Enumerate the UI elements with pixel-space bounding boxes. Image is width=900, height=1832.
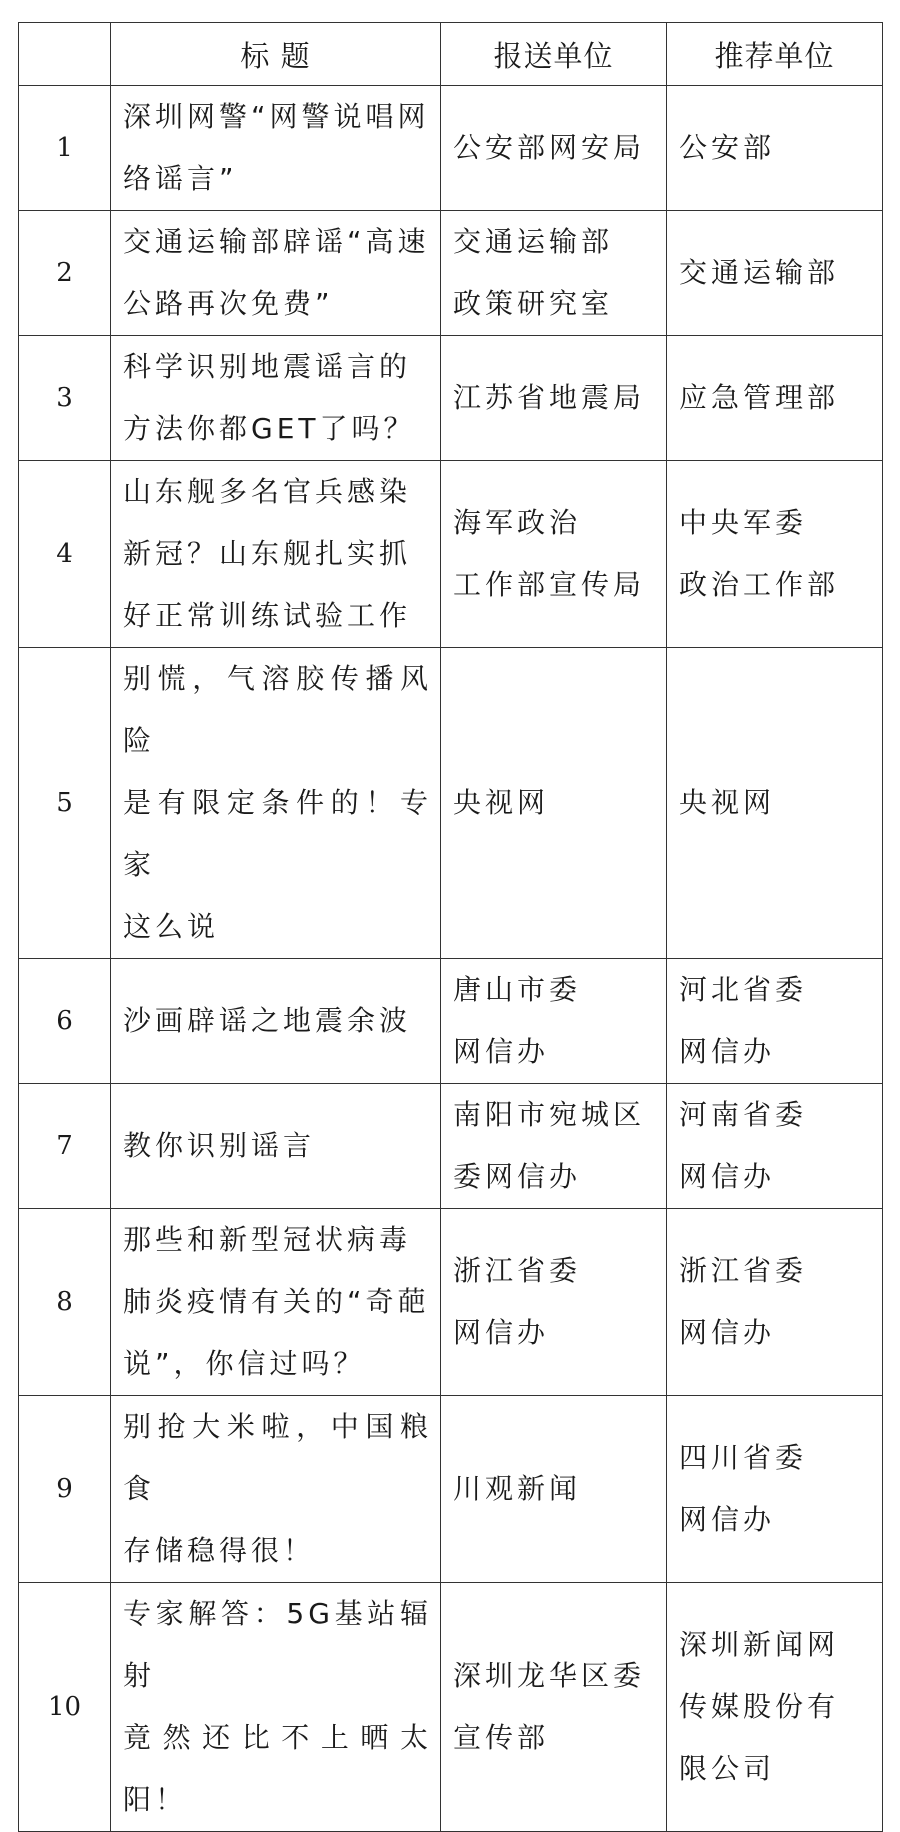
row-title-text: 山东舰多名官兵感染 新冠？山东舰扎实抓 好正常训练试验工作 [123, 475, 412, 632]
row-recommender [667, 336, 883, 461]
row-number: 9 [19, 1396, 111, 1583]
row-submitter-text: 川观新闻 [453, 1472, 582, 1505]
row-recommender [667, 461, 883, 648]
table-row [19, 1396, 883, 1583]
row-recommender-text: 深圳新闻网 传媒股份有 限公司 [679, 1628, 840, 1785]
header-number [19, 23, 111, 86]
row-number: 6 [19, 959, 111, 1084]
rumor-list-table [18, 22, 883, 1832]
row-number: 7 [19, 1084, 111, 1209]
row-submitter [441, 336, 667, 461]
row-submitter [441, 1583, 667, 1832]
row-title [111, 86, 441, 211]
row-title [111, 959, 441, 1084]
row-title-text: 教你识别谣言 [123, 1129, 316, 1162]
table-row [19, 86, 883, 211]
row-title-text: 别慌，气溶胶传播风险 是有限定条件的！专家 这么说 [123, 662, 432, 943]
row-submitter-text: 唐山市委 网信办 [453, 973, 582, 1068]
row-title-text: 那些和新型冠状病毒 肺炎疫情有关的“奇葩 说”，你信过吗？ [123, 1223, 430, 1380]
row-title [111, 1084, 441, 1209]
row-title-text: 专家解答：5G基站辐射 竟然还比不上晒太阳！ [123, 1597, 432, 1816]
row-title-text: 沙画辟谣之地震余波 [123, 1004, 412, 1037]
table-row [19, 1209, 883, 1396]
row-submitter-text: 交通运输部 政策研究室 [453, 225, 614, 320]
row-recommender-text: 中央军委 政治工作部 [679, 506, 840, 601]
row-recommender-text: 浙江省委 网信办 [679, 1254, 808, 1349]
row-submitter [441, 1084, 667, 1209]
header-title: 标 题 [111, 23, 441, 86]
row-number: 10 [19, 1583, 111, 1832]
row-title [111, 1396, 441, 1583]
row-submitter-text: 南阳市宛城区 委网信办 [453, 1098, 646, 1193]
row-recommender [667, 86, 883, 211]
row-submitter [441, 86, 667, 211]
row-submitter-text: 公安部网安局 [453, 131, 646, 164]
row-number: 1 [19, 86, 111, 211]
table-row [19, 959, 883, 1084]
row-number: 5 [19, 648, 111, 959]
row-recommender-text: 交通运输部 [679, 256, 840, 289]
row-title [111, 211, 441, 336]
row-recommender [667, 959, 883, 1084]
row-submitter [441, 959, 667, 1084]
row-submitter-text: 央视网 [453, 786, 550, 819]
row-title [111, 1583, 441, 1832]
row-submitter-text: 江苏省地震局 [453, 381, 646, 414]
table-header-row [19, 23, 883, 86]
table-row [19, 461, 883, 648]
table-row [19, 1084, 883, 1209]
row-recommender-text: 河北省委 网信办 [679, 973, 808, 1068]
row-submitter [441, 211, 667, 336]
row-recommender [667, 1583, 883, 1832]
row-number: 4 [19, 461, 111, 648]
row-recommender-text: 河南省委 网信办 [679, 1098, 808, 1193]
row-number: 3 [19, 336, 111, 461]
row-title-text: 科学识别地震谣言的 方法你都GET了吗？ [123, 350, 416, 445]
row-recommender-text: 应急管理部 [679, 381, 840, 414]
row-title [111, 336, 441, 461]
row-submitter-text: 深圳龙华区委 宣传部 [453, 1659, 646, 1754]
document-page [18, 22, 882, 1832]
row-title-text: 交通运输部辟谣“高速 公路再次免费” [123, 225, 430, 320]
row-title-text: 别抢大米啦，中国粮食 存储稳得很！ [123, 1410, 432, 1567]
row-recommender [667, 211, 883, 336]
row-recommender [667, 648, 883, 959]
row-recommender-text: 四川省委 网信办 [679, 1441, 808, 1536]
row-title [111, 648, 441, 959]
row-recommender [667, 1084, 883, 1209]
row-recommender [667, 1209, 883, 1396]
table-row [19, 648, 883, 959]
table-row [19, 211, 883, 336]
table-row [19, 1583, 883, 1832]
row-submitter [441, 461, 667, 648]
row-title-text: 深圳网警“网警说唱网 络谣言” [123, 100, 430, 195]
row-submitter-text: 海军政治 工作部宣传局 [453, 506, 646, 601]
row-recommender [667, 1396, 883, 1583]
header-recommending-unit: 推荐单位 [667, 23, 883, 86]
table-row [19, 336, 883, 461]
row-title [111, 1209, 441, 1396]
row-number: 2 [19, 211, 111, 336]
row-submitter [441, 1209, 667, 1396]
row-submitter-text: 浙江省委 网信办 [453, 1254, 582, 1349]
header-submitting-unit: 报送单位 [441, 23, 667, 86]
row-recommender-text: 央视网 [679, 786, 776, 819]
row-submitter [441, 1396, 667, 1583]
row-number: 8 [19, 1209, 111, 1396]
row-recommender-text: 公安部 [679, 131, 776, 164]
row-title [111, 461, 441, 648]
row-submitter [441, 648, 667, 959]
